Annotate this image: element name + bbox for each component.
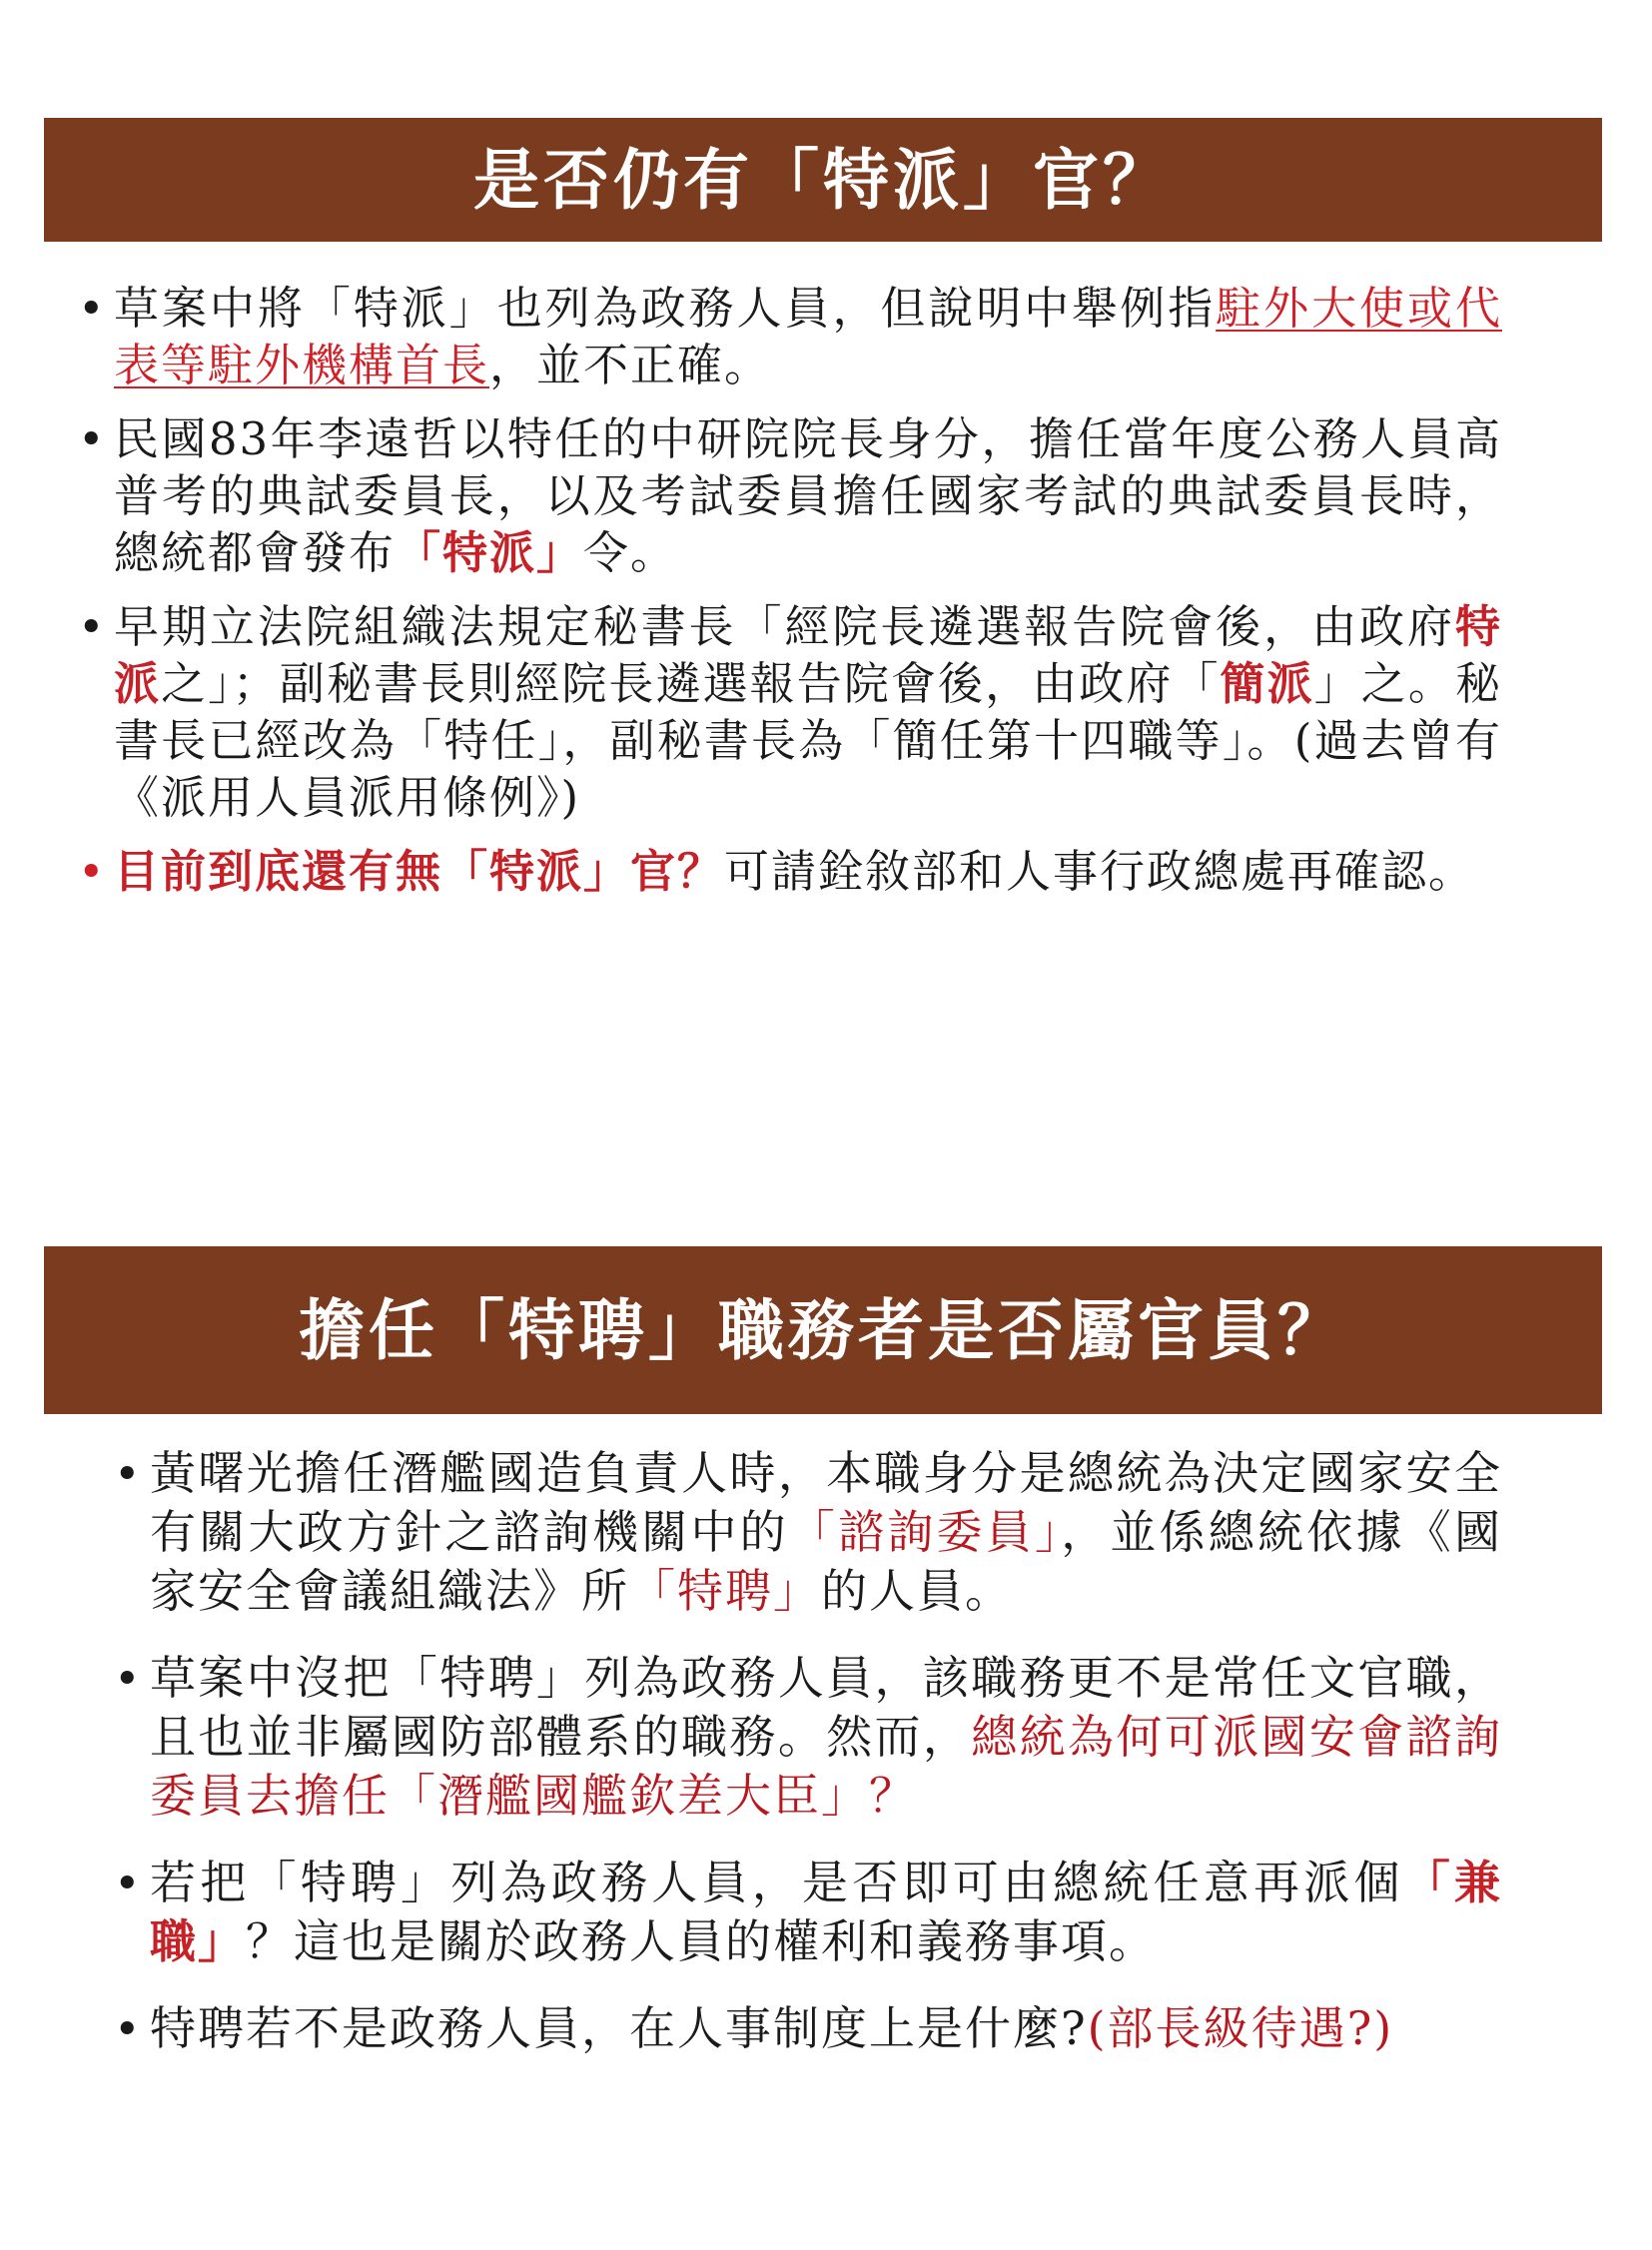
highlight-text: 總統為何可派國安會諮詢委員去擔任「潛艦國艦欽差大臣」？ [150,1710,1503,1823]
highlight-text: 駐外大使或代表等駐外機構首長 [114,282,1502,391]
bullet-list [44,280,1502,900]
list-item [114,280,1502,393]
text-segment: 」之。秘書長已經改為「特任」，副秘書長為「簡任第十四職等」。(過去曾有《派用人員派用條例》) [114,657,1502,824]
list-item [150,1999,1502,2058]
list-item [114,410,1502,581]
text-segment: 民國83年李遠哲以特任的中研院院長身分，擔任當年度公務人員高普考的典試委員長，以及考試委員擔任國家考試的典試委員長時，總統都會發布 [114,412,1502,579]
bullet-list [44,1444,1502,2058]
section-title: 是否仍有「特派」官？ [473,141,1173,219]
section-special-dispatch [44,118,1602,917]
section-special-appointment [44,1246,1602,2086]
highlight-text: 目前到底還有無「特派」官？ [114,845,725,898]
highlight-text: 「特聘」 [629,1564,821,1618]
text-segment: 黃曙光擔任潛艦國造負責人時，本職身分是總統為決定國家安全有關大政方針之諮詢機關中的 [150,1446,1502,1559]
text-segment: 草案中將「特派」也列為政務人員，但說明中舉例指 [114,282,1217,335]
list-item [150,1649,1502,1826]
highlight-text: 「兼職」 [150,1856,1503,1968]
highlight-text: 簡派 [1220,657,1314,710]
text-segment: 的人員。 [821,1564,1013,1618]
text-segment: ，並係總統依據《國家安全會議組織法》所 [150,1505,1503,1618]
text-segment: ，並不正確。 [489,339,772,391]
section-title: 擔任「特聘」職務者是否屬官員？ [299,1291,1347,1369]
highlight-text: 「諮詢委員」 [788,1505,1062,1559]
text-segment: 早期立法院組織法規定秘書長「經院長遴選報告院會後，由政府 [114,600,1455,653]
highlight-text: (部長級待遇?) [1087,2001,1394,2055]
section-title-banner [44,118,1602,242]
text-segment: 若把「特聘」列為政務人員，是否即可由總統任意再派個 [150,1856,1404,1909]
text-segment: 特聘若不是政務人員，在人事制度上是什麼? [150,2001,1088,2055]
highlight-text: 特派 [114,600,1502,710]
list-item [150,1444,1502,1621]
highlight-text: 「特派」 [396,526,584,579]
list-item [114,843,1502,900]
text-segment: 之」；副秘書長則經院長遴選報告院會後，由政府「 [161,657,1221,710]
list-item [114,598,1502,826]
text-segment: 草案中沒把「特聘」列為政務人員，該職務更不是常任文官職，且也並非屬國防部體系的職務。然而， [150,1651,1502,1764]
text-segment: 可請銓敘部和人事行政總處再確認。 [724,845,1476,898]
text-segment: 令。 [583,526,678,579]
text-segment: ？這也是關於政務人員的權利和義務事項。 [246,1914,1157,1968]
section-title-banner [44,1246,1602,1414]
list-item [150,1854,1502,1971]
